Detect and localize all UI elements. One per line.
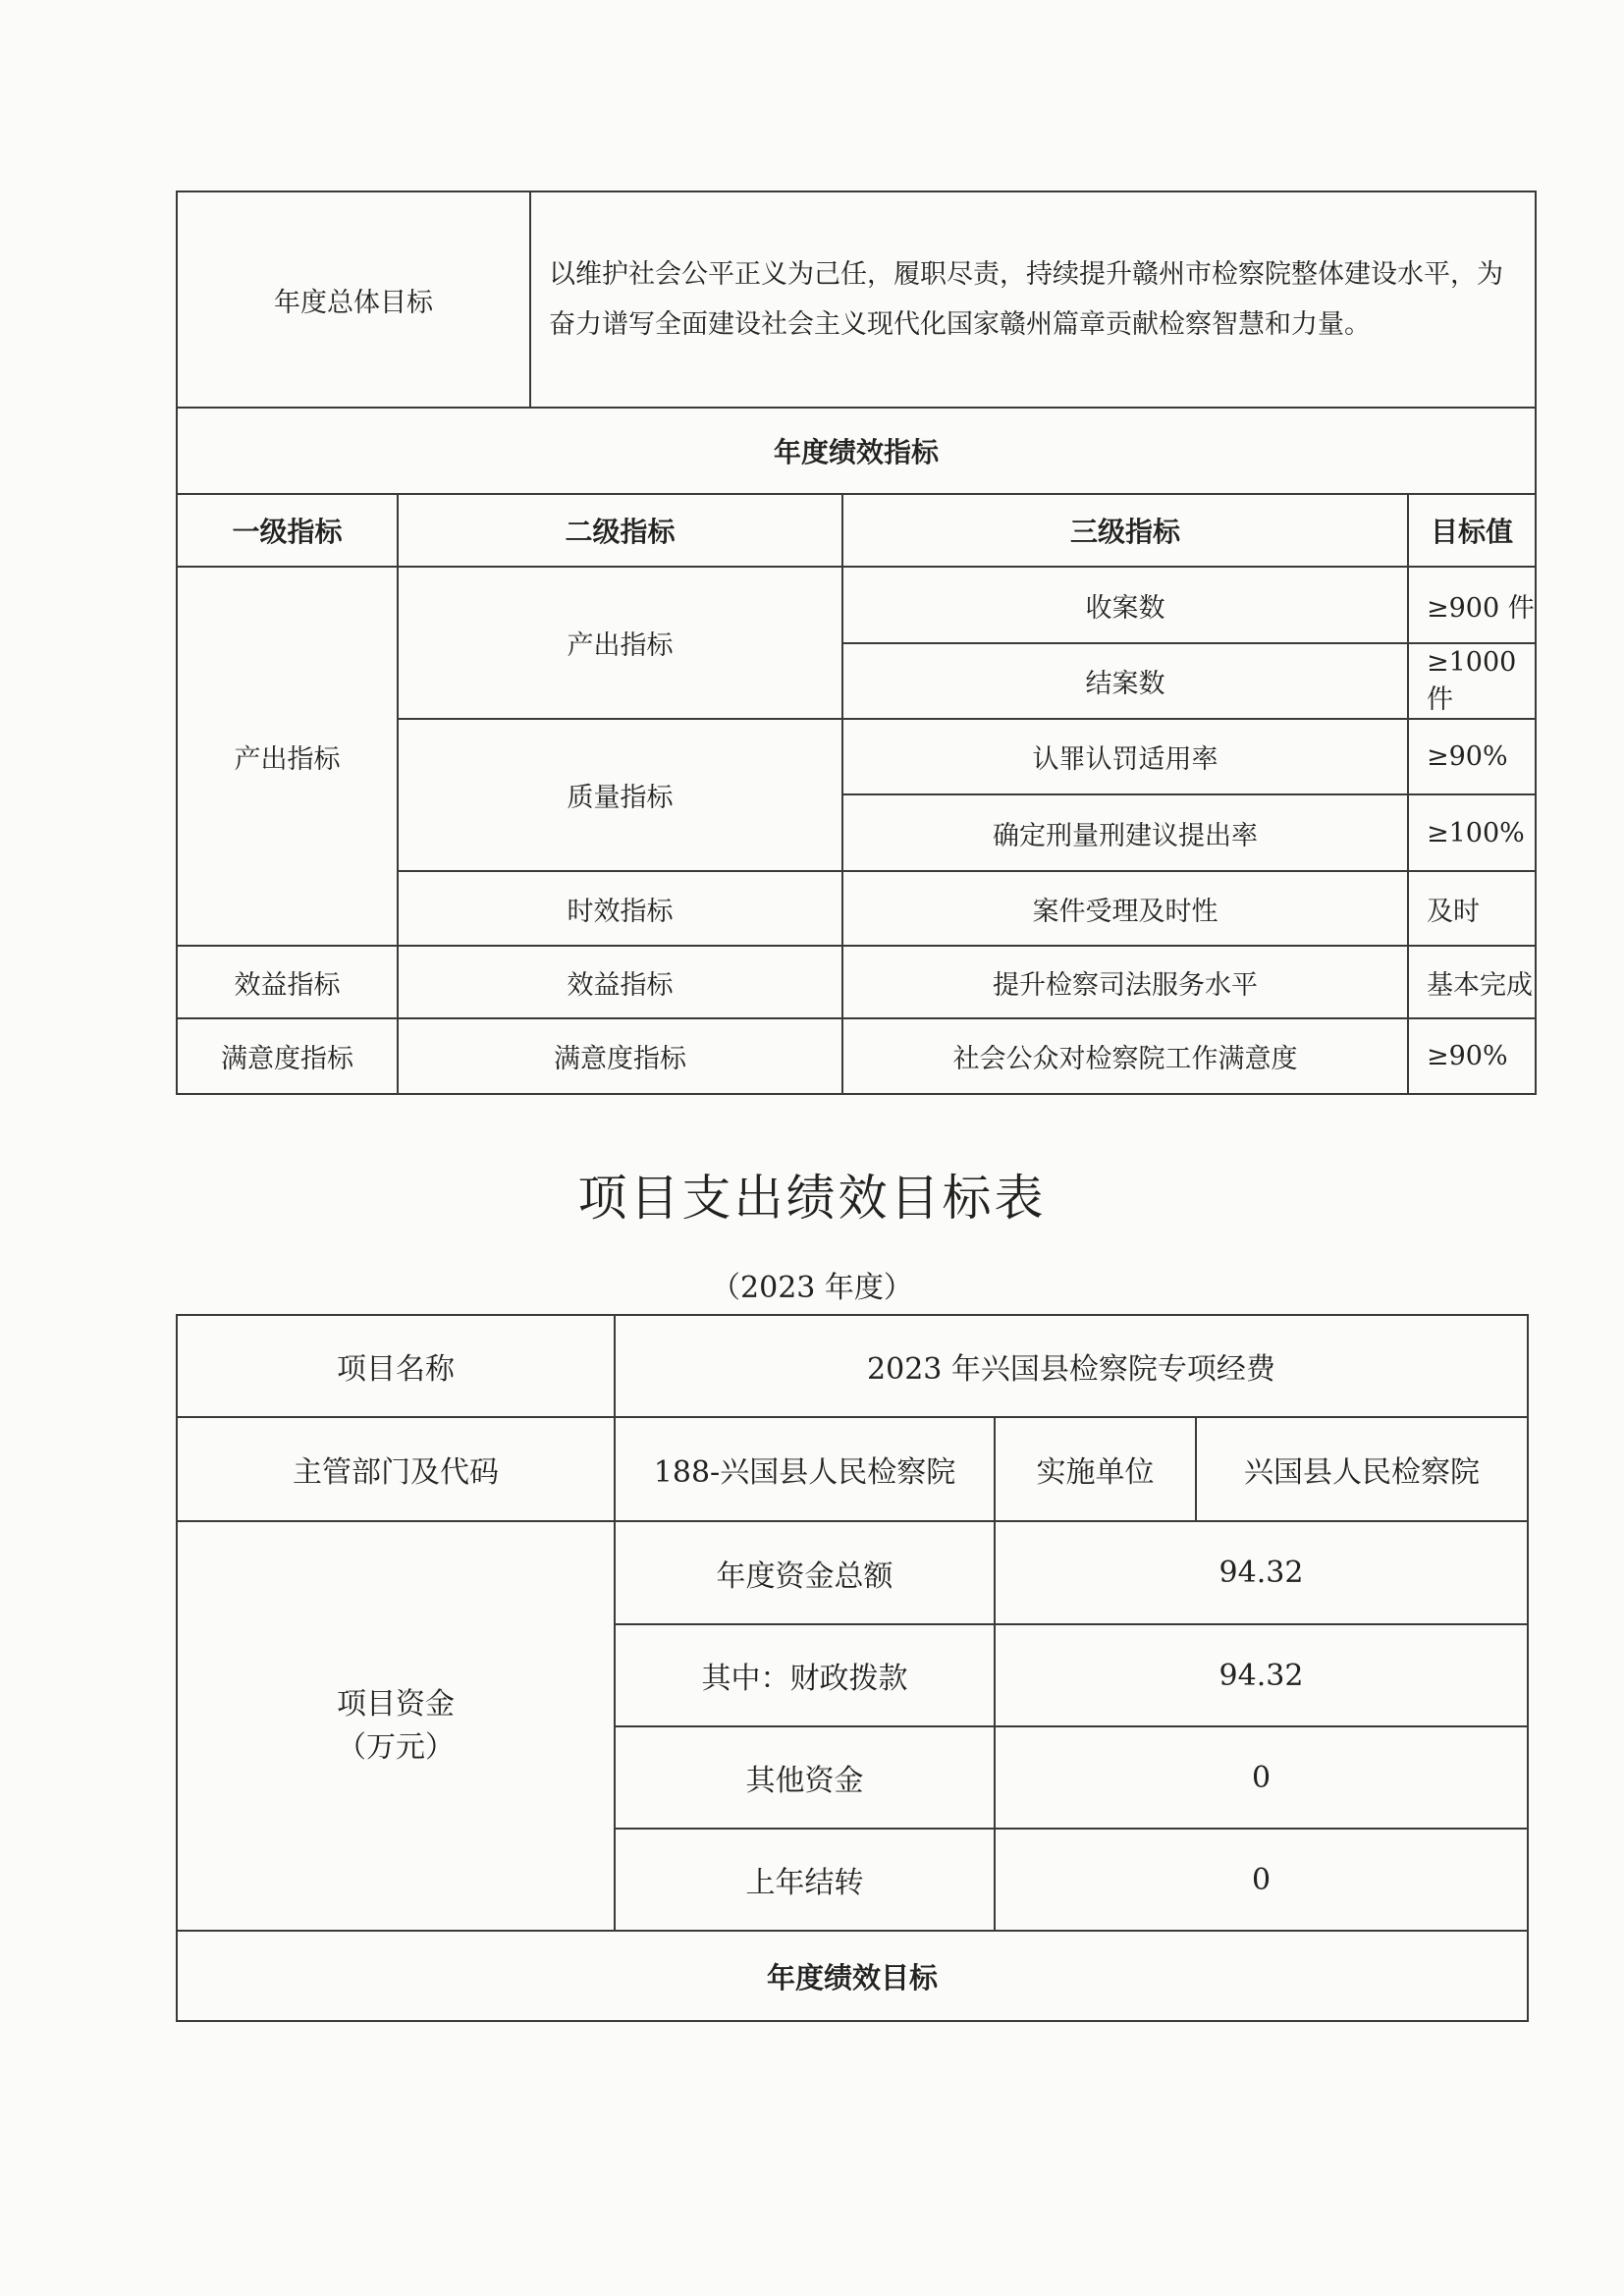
- annual-goal-label: 年度总体目标: [177, 191, 530, 408]
- target-cell: 基本完成: [1408, 946, 1536, 1018]
- annual-goal-text: 以维护社会公平正义为己任，履职尽责，持续提升赣州市检察院整体建设水平，为奋力谱写全面建设社会主义现代化国家赣州篇章贡献检察智慧和力量。: [530, 191, 1536, 408]
- dept-value: 188-兴国县人民检察院: [615, 1417, 995, 1521]
- funds-fiscal-value: 94.32: [995, 1624, 1528, 1726]
- project-name-label: 项目名称: [177, 1315, 615, 1417]
- document-year: （2023 年度）: [711, 1271, 913, 1305]
- target-cell: ≥1000 件: [1408, 643, 1536, 719]
- unit-label: 实施单位: [995, 1417, 1196, 1521]
- target-cell: 及时: [1408, 871, 1536, 946]
- project-expenditure-table: [176, 1314, 1529, 2022]
- funds-total-value: 94.32: [995, 1521, 1528, 1624]
- performance-indicator-table: [176, 191, 1537, 1095]
- project-name-value: 2023 年兴国县检察院专项经费: [615, 1315, 1528, 1417]
- dept-label: 主管部门及代码: [177, 1417, 615, 1521]
- level3-cell: 收案数: [842, 567, 1408, 643]
- level2-cell: 效益指标: [398, 946, 842, 1018]
- funds-unit: （万元）: [337, 1729, 455, 1765]
- level2-cell: 产出指标: [398, 567, 842, 719]
- document-title: 项目支出绩效目标表: [577, 1170, 1047, 1227]
- target-cell: ≥900 件: [1408, 567, 1536, 643]
- level3-cell: 确定刑量刑建议提出率: [842, 794, 1408, 871]
- level1-cell: 产出指标: [177, 567, 398, 946]
- funds-carry-value: 0: [995, 1829, 1528, 1931]
- funds-total-label: 年度资金总额: [615, 1521, 995, 1624]
- target-cell: ≥90%: [1408, 719, 1536, 794]
- target-cell: ≥90%: [1408, 1018, 1536, 1094]
- header-level3: 三级指标: [842, 494, 1408, 567]
- funds-other-label: 其他资金: [615, 1726, 995, 1829]
- level2-cell: 满意度指标: [398, 1018, 842, 1094]
- level3-cell: 认罪认罚适用率: [842, 719, 1408, 794]
- level1-cell: 满意度指标: [177, 1018, 398, 1094]
- funds-label-cell: [177, 1521, 615, 1931]
- header-level2: 二级指标: [398, 494, 842, 567]
- level1-cell: 效益指标: [177, 946, 398, 1018]
- level3-cell: 提升检察司法服务水平: [842, 946, 1408, 1018]
- funds-label: 项目资金: [337, 1686, 455, 1722]
- annual-goal-footer: 年度绩效目标: [177, 1931, 1528, 2021]
- level2-cell: 质量指标: [398, 719, 842, 871]
- funds-carry-label: 上年结转: [615, 1829, 995, 1931]
- funds-fiscal-label: 其中：财政拨款: [615, 1624, 995, 1726]
- level3-cell: 案件受理及时性: [842, 871, 1408, 946]
- level3-cell: 结案数: [842, 643, 1408, 719]
- unit-value: 兴国县人民检察院: [1196, 1417, 1528, 1521]
- level2-cell: 时效指标: [398, 871, 842, 946]
- header-level1: 一级指标: [177, 494, 398, 567]
- header-target: 目标值: [1408, 494, 1536, 567]
- section-header: 年度绩效指标: [177, 408, 1536, 494]
- funds-other-value: 0: [995, 1726, 1528, 1829]
- level3-cell: 社会公众对检察院工作满意度: [842, 1018, 1408, 1094]
- target-cell: ≥100%: [1408, 794, 1536, 871]
